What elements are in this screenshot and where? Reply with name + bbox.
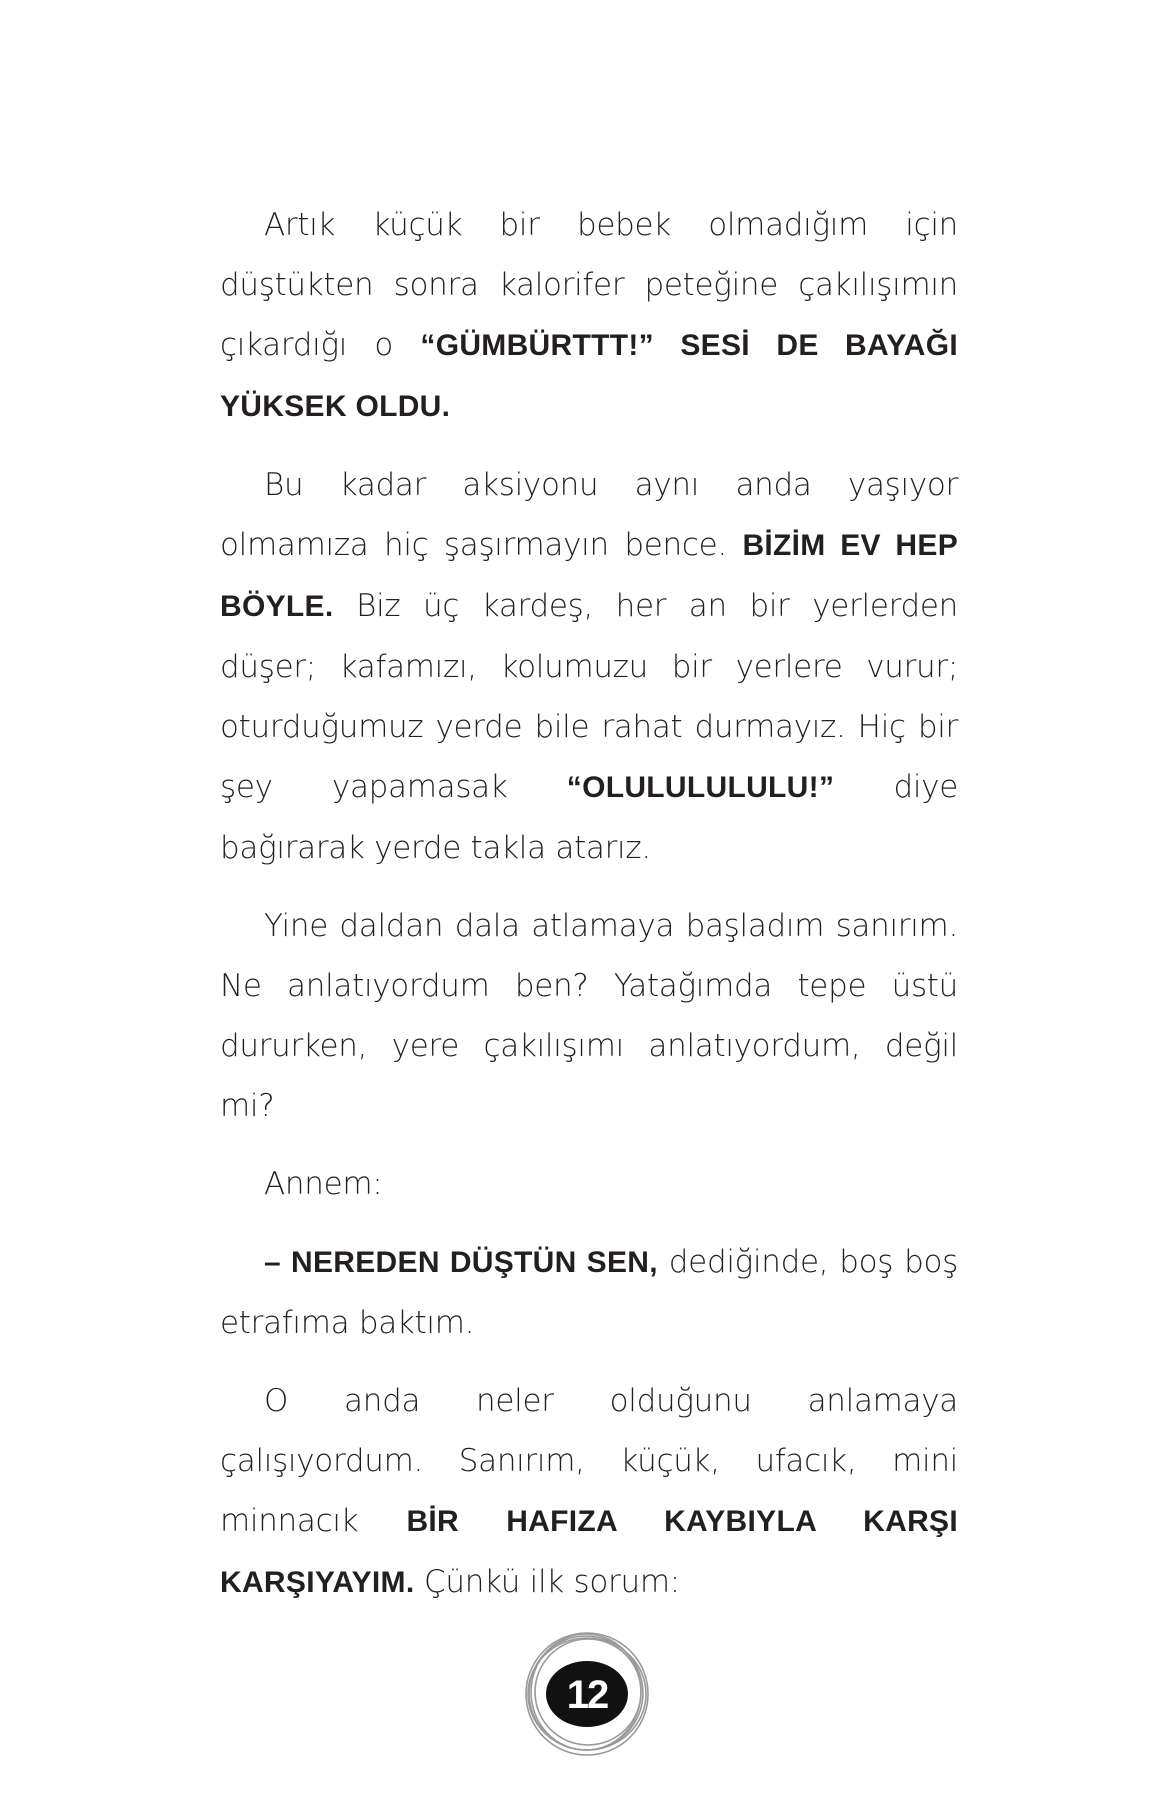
- bold-text-segment: BİZİM EV HEP BÖYLE.: [220, 529, 958, 623]
- page-number-badge: [522, 1628, 652, 1758]
- text-segment: Çünkü ilk sorum:: [414, 1564, 680, 1600]
- book-page-text: [220, 195, 958, 1631]
- paragraph-1: [220, 195, 958, 437]
- paragraph-2: [220, 455, 958, 878]
- text-segment: Artık küçük bir bebek olmadığım için düştükten sonra kalorifer peteğine çakılışımın çıkardığı o: [220, 207, 958, 363]
- text-segment: Bu kadar aksiyonu aynı anda yaşıyor olmamıza hiç şaşırmayın bence.: [220, 467, 958, 563]
- bold-text-segment: “GÜMBÜRTTT!” SESİ DE BAYAĞI YÜKSEK OLDU.: [220, 329, 959, 423]
- bold-text-segment: “OLULULULULU!”: [566, 771, 835, 804]
- page-number: 12: [566, 1672, 608, 1717]
- paragraph-3: [220, 896, 958, 1136]
- text-segment: dediğinde, boş boş etrafıma baktım.: [220, 1244, 958, 1341]
- paragraph-4: [220, 1154, 958, 1214]
- paragraph-6: [220, 1371, 958, 1613]
- text-segment: O anda neler olduğunu anlamaya çalışıyordum. Sanırım, küçük, ufacık, mini minnacık: [220, 1383, 958, 1539]
- text-segment: diye bağırarak yerde takla atarız.: [220, 769, 958, 866]
- text-segment: Yine daldan dala atlamaya başladım sanırım. Ne anlatıyordum ben? Yatağımda tepe üstü dururken, yere çakılışımı anlatıyordum, değil mi?: [220, 908, 958, 1124]
- bold-text-segment: BİR HAFIZA KAYBIYLA KARŞI KARŞIYAYIM.: [220, 1505, 958, 1599]
- paragraph-5: [220, 1232, 958, 1353]
- bold-text-segment: – NEREDEN DÜŞTÜN SEN,: [264, 1246, 658, 1279]
- text-segment: Biz üç kardeş, her an bir yerlerden düşer; kafamızı, kolumuzu bir yerlere vurur; oturduğumuz yerde bile rahat durmayız. Hiç bir şey yapamasak: [220, 588, 958, 805]
- text-segment: Annem:: [264, 1166, 383, 1202]
